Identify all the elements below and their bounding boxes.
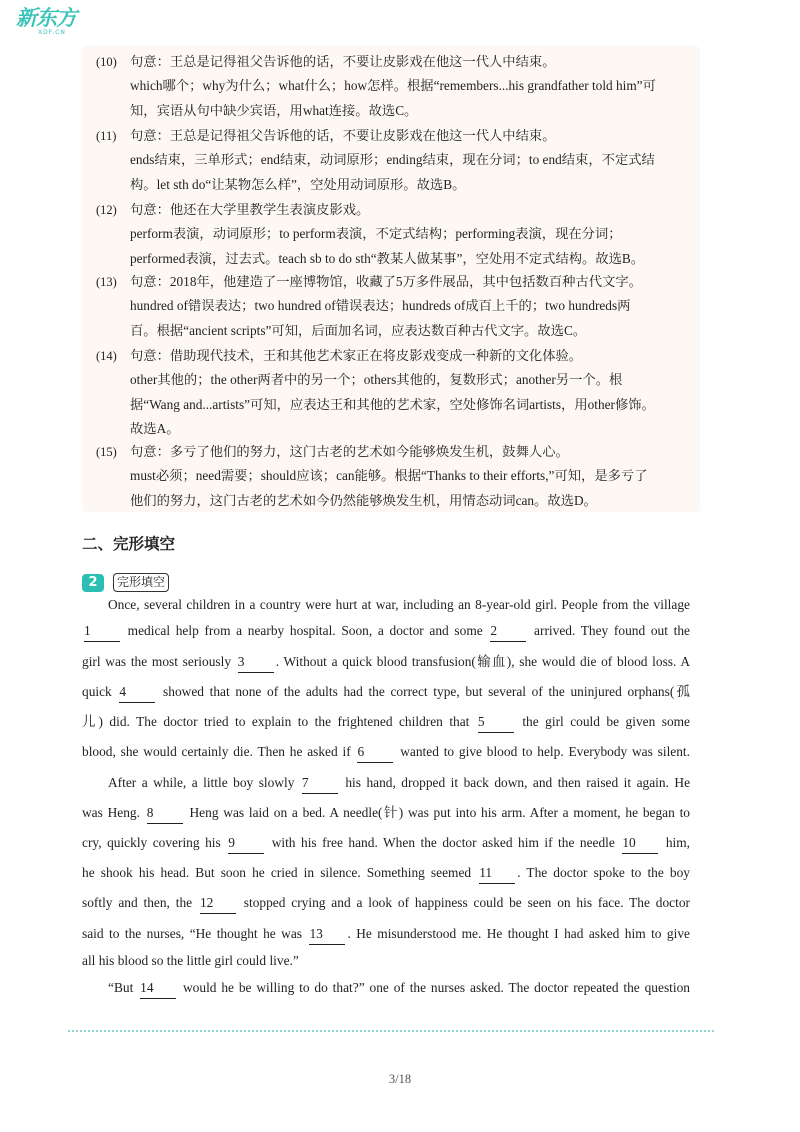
logo-sub: XDF.CN xyxy=(38,29,66,36)
passage-text: girl was the most seriously xyxy=(82,654,236,669)
cloze-blank[interactable]: 4 xyxy=(119,682,155,703)
passage-line xyxy=(82,710,690,734)
answer-number: (11) xyxy=(96,129,117,143)
answer-line: 句意：他还在大学里教学生表演皮影戏。 xyxy=(130,202,370,217)
answer-number: (10) xyxy=(96,55,117,69)
passage-line xyxy=(82,650,690,674)
answer-number: (12) xyxy=(96,203,117,217)
passage-text: Heng was laid on a bed. A needle(针) was put into his arm. After a moment, he began to xyxy=(184,805,690,820)
page-number: 3/18 xyxy=(388,1072,412,1086)
passage-line xyxy=(82,801,690,825)
passage-text: arrived. They found out the xyxy=(528,623,690,638)
answer-line: which哪个；why为什么；what什么；how怎样。根据“remembers...his grandfather told him”可 xyxy=(130,78,656,94)
passage-text: Once, several children in a country were hurt at war, including an 8-year-old girl. People from the village xyxy=(108,597,690,612)
answer-line: other其他的；the other两者中的另一个；others其他的，复数形式；another另一个。根 xyxy=(130,372,623,388)
cloze-blank[interactable]: 9 xyxy=(228,833,264,854)
passage-line xyxy=(108,976,690,1000)
passage-line xyxy=(82,949,690,973)
answer-line: 百。根据“ancient scripts”可知，后面加名词，应表达数百种古代文字。故选C。 xyxy=(130,322,587,338)
answer-line: 句意：王总是记得祖父告诉他的话，不要让皮影戏在他这一代人中结束。 xyxy=(130,54,556,69)
answer-number: (15) xyxy=(96,445,117,459)
passage-text: After a while, a little boy slowly xyxy=(108,775,300,790)
passage-line xyxy=(82,922,690,946)
passage-text: . Without a quick blood transfusion(输血), she would die of blood loss. A xyxy=(275,654,690,669)
answer-line: hundred of错误表达；two hundred of错误表达；hundreds of成百上千的；two hundreds两 xyxy=(130,298,631,314)
xdf-logo xyxy=(16,6,86,42)
answer-item xyxy=(96,198,696,271)
passage-text: his hand, dropped it back down, and then raised it again. He xyxy=(339,775,691,790)
passage-line xyxy=(82,831,690,855)
question-type-tag: 完形填空 xyxy=(113,573,169,592)
footer-divider xyxy=(68,1030,714,1032)
passage-line xyxy=(108,593,690,617)
logo-brand: 新东方 xyxy=(16,6,76,30)
passage-text: said to the nurses, “He thought he was xyxy=(82,926,308,941)
cloze-blank[interactable]: 12 xyxy=(200,893,236,914)
cloze-blank[interactable]: 1 xyxy=(84,621,120,642)
answer-line: ends结束，三单形式；end结束，动词原形；ending结束，现在分词；to end结束，不定式结 xyxy=(130,152,655,168)
answer-item xyxy=(96,50,696,123)
passage-text: 儿) did. The doctor tried to explain to the frightened children that xyxy=(82,714,476,729)
passage-text: would he be willing to do that?” one of the nurses asked. The doctor repeated the question xyxy=(178,980,690,995)
section-title: 二、完形填空 xyxy=(82,535,176,553)
answer-line: 句意：借助现代技术，王和其他艺术家正在将皮影戏变成一种新的文化体验。 xyxy=(130,348,583,363)
passage-text: stopped crying and a look of happiness could be seen on his face. The doctor xyxy=(237,895,690,910)
answer-number: (14) xyxy=(96,349,117,363)
question-number-badge: 2 xyxy=(82,574,104,592)
cloze-blank[interactable]: 10 xyxy=(622,833,658,854)
cloze-blank[interactable]: 6 xyxy=(357,742,393,763)
passage-text: quick xyxy=(82,684,118,699)
passage-text: him, xyxy=(660,835,691,850)
passage-text: wanted to give blood to help. Everybody was silent. xyxy=(395,744,690,759)
passage-text: softly and then, the xyxy=(82,895,198,910)
answer-item xyxy=(96,270,696,343)
cloze-blank[interactable]: 14 xyxy=(140,978,176,999)
passage-text: blood, she would certainly die. Then he asked if xyxy=(82,744,356,759)
answer-item xyxy=(96,440,696,513)
passage-text: medical help from a nearby hospital. Soon, a doctor and some xyxy=(122,623,489,638)
cloze-blank[interactable]: 7 xyxy=(302,773,338,794)
passage-line xyxy=(82,680,690,704)
cloze-blank[interactable]: 2 xyxy=(490,621,526,642)
cloze-blank[interactable]: 8 xyxy=(147,803,183,824)
answer-line: 构。let sth do“让某物怎么样”，空处用动词原形。故选B。 xyxy=(130,176,466,192)
passage-line xyxy=(82,740,690,764)
answer-line: performed表演，过去式。teach sb to do sth“教某人做某事”，空处用不定式结构。故选B。 xyxy=(130,250,645,266)
answer-item xyxy=(96,124,696,197)
passage-text: . The doctor spoke to the boy xyxy=(517,865,690,880)
passage-text: the girl could be given some xyxy=(515,714,690,729)
cloze-blank[interactable]: 3 xyxy=(238,652,274,673)
answer-line: 据“Wang and...artists”可知，应表达王和其他的艺术家，空处修饰名词artists，用other修饰。 xyxy=(130,396,655,412)
answer-line: perform表演，动词原形；to perform表演，不定式结构；performing表演，现在分词； xyxy=(130,226,622,242)
passage-line xyxy=(108,771,690,795)
passage-text: cry, quickly covering his xyxy=(82,835,227,850)
passage-line xyxy=(82,861,690,885)
answer-line: must必须；need需要；should应该；can能够。根据“Thanks to their efforts,”可知，是多亏了 xyxy=(130,468,648,484)
answer-number: (13) xyxy=(96,275,117,289)
cloze-blank[interactable]: 5 xyxy=(478,712,514,733)
passage-text: showed that none of the adults had the correct type, but several of the uninjured orphans(孤 xyxy=(157,684,690,699)
passage-line xyxy=(82,891,690,915)
passage-text: with his free hand. When the doctor asked him if the needle xyxy=(266,835,621,850)
cloze-blank[interactable]: 11 xyxy=(479,863,515,884)
answer-item xyxy=(96,344,696,442)
cloze-blank[interactable]: 13 xyxy=(309,924,345,945)
answer-line: 句意：2018年，他建造了一座博物馆，收藏了5万多件展品，其中包括数百种古代文字。 xyxy=(130,274,642,289)
passage-text: was Heng. xyxy=(82,805,145,820)
passage-text: he shook his head. But soon he cried in silence. Something seemed xyxy=(82,865,478,880)
passage-line xyxy=(82,619,690,643)
passage-text: all his blood so the little girl could live.” xyxy=(82,953,299,968)
answer-line: 故选A。 xyxy=(130,421,180,437)
passage-text: “But xyxy=(108,980,139,995)
answer-line: 句意：多亏了他们的努力，这门古老的艺术如今能够焕发生机，鼓舞人心。 xyxy=(130,444,569,459)
answer-line: 他们的努力，这门古老的艺术如今仍然能够焕发生机，用情态动词can。故选D。 xyxy=(130,492,597,508)
passage-text: . He misunderstood me. He thought I had asked him to give xyxy=(347,926,690,941)
answer-line: 句意：王总是记得祖父告诉他的话，不要让皮影戏在他这一代人中结束。 xyxy=(130,128,556,143)
answer-line: 知，宾语从句中缺少宾语，用what连接。故选C。 xyxy=(130,102,418,118)
